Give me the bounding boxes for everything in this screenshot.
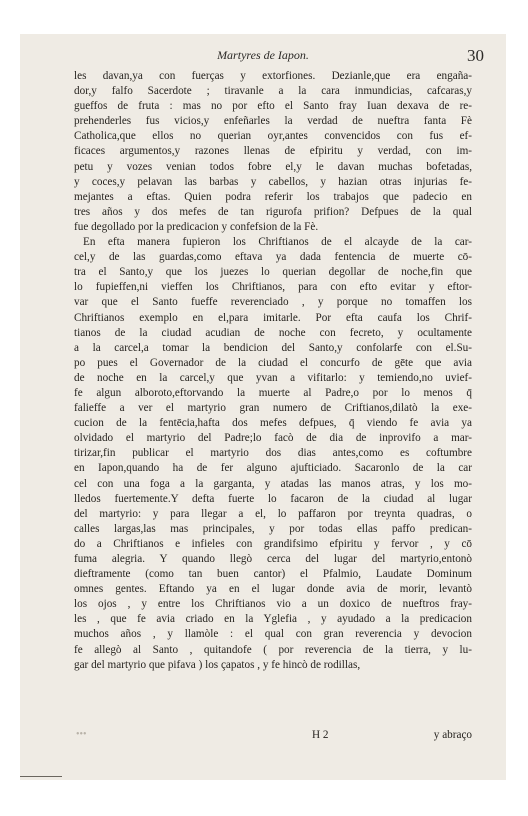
text-line: les davan,ya con fuerças y extorfiones. Dezianle,que era engaña- — [74, 70, 472, 82]
running-title: Martyres de Iapon. — [217, 48, 309, 62]
text-line: calles largas,las mas principales, y por todas ellas paffo predican- — [74, 522, 472, 535]
text-line: tianos de la ciudad acudian de noche con fecreto, y ocultamente — [74, 326, 472, 339]
text-line: de noche en la carcel,y que yvan a vifitarlo: y temiendo,no uvief- — [74, 371, 472, 384]
text-line: ficaces argumentos,y razones llenas de efpiritu y verdad, con im- — [74, 145, 472, 158]
page-number: 30 — [467, 46, 484, 65]
text-line: tirizar,fin publicar el martyrio dos dias antes,como es coftumbre — [74, 447, 472, 460]
text-line: del martyrio: y para llegar a el, lo paffaron por treynta quadras, o — [74, 507, 472, 520]
text-line: mejantes a eftas. Quien podra referir los trabajos que padecio en — [74, 190, 472, 203]
text-line: fe algun alboroto,eftorvando la muerte al Padre,o por lo menos q̄ — [74, 386, 472, 399]
text-line: petu y vozes venian todos fobre el,y le davan muchas bofetadas, — [74, 160, 472, 173]
page-header — [20, 48, 506, 68]
text-line: les , que fe avia criado en la Yglefia , y ayudado a la predicacion — [74, 613, 472, 626]
text-line: muchos años , y llamòle : el qual con gran reverencia y devocion — [74, 628, 472, 641]
text-line: Chriftianos exemplo en el,para imitarle. Por efta caufa los Chrif- — [74, 311, 472, 324]
text-line: fue degollado por la predicacion y confefsion de la Fè. — [74, 220, 319, 233]
text-line: prehenderles fus vicios,y enfeñarles la verdad de nueftra fanta Fè — [74, 115, 472, 128]
text-line: lledos fuertemente.Y defta fuerte lo facaron de la ciudad al lugar — [74, 492, 472, 505]
text-line: omnes gentes. Eftando ya en el lugar donde avia de morir, levantò — [74, 583, 472, 596]
text-line: tres años y dos mefes de tan rigurofa prifion? Defpues de la qual — [74, 205, 472, 218]
text-line: cucion de la fentēcia,hafta dos mefes defpues, q̄ viendo fe avia ya — [74, 417, 472, 430]
scan-edge-line — [20, 776, 62, 777]
paragraph — [74, 235, 472, 673]
text-line: Catholica,que ellos no querian oyr,antes convencidos con fus ef- — [74, 130, 472, 143]
book-page — [20, 34, 506, 780]
text-line: los ojos , y entre los Chriftianos vio a un doxico de nueftros fray- — [74, 598, 472, 611]
text-line: olvidado el martyrio del Padre;lo facò de dia de inprovifo a mar- — [74, 432, 472, 445]
text-line: var que el Santo fueffe reverenciado , y porque no tomaffen los — [74, 296, 472, 309]
faded-stamp-mark: ••• — [76, 729, 87, 740]
body-text — [74, 69, 472, 673]
text-line: tra el Santo,y que los juezes lo querian degollar de noche,fin que — [74, 266, 472, 279]
text-line: falieffe a ver el martyrio gran numero de Criftianos,dilatò la exe- — [74, 402, 472, 415]
text-line: fe allegò al Santo , quitandofe ( por reverencia de la tierra, y lu- — [74, 643, 472, 656]
text-line: en Iapon,quando ha de fer alguno ajufticiado. Sacaronlo de la car — [74, 462, 472, 475]
text-line: a la carcel,a tomar la bendicion del Santo,y confolarfe con el.Su- — [74, 341, 472, 354]
text-line: cel con una foga a la garganta, y atadas las manos atras, y los mo- — [74, 477, 472, 490]
text-line: gueffos de fruta : mas no por efto el Santo fray Iuan dexava de re- — [74, 100, 472, 113]
text-line: cel,y de las guardas,como eftava ya dada fentencia de muerte cō- — [74, 251, 472, 264]
paragraph — [74, 69, 472, 235]
signature-mark: H 2 — [312, 729, 329, 741]
text-line: y coces,y pelavan las barbas y cabellos, y hazian otras injurias fe- — [74, 175, 472, 188]
text-line: fuma alegria. Y quando llegò cerca del lugar del martyrio,entonò — [74, 553, 472, 565]
text-line: dieftramente (como tan buen cantor) el Pfalmio, Laudate Dominum — [74, 568, 472, 581]
text-line: En efta manera fupieron los Chriftianos de el alcayde de la car- — [83, 236, 472, 249]
text-line: po pues el Governador de la ciudad el concurfo de gēte que avia — [74, 356, 472, 369]
text-line: dor,y falfo Sacerdote ; tiravanle a la cara inmundicias, cafcaras,y — [74, 85, 472, 98]
text-line: lo fupieffen,ni vieffen los Chriftianos, para con efto evitar y eftor- — [74, 281, 472, 294]
catchword: y abraço — [433, 729, 472, 741]
page-footer — [74, 729, 472, 747]
text-line: do a Chriftianos e infieles con grandifsimo efpiritu y fervor , y cō — [74, 537, 472, 550]
text-line: gar del martyrio que pifava ) los çapatos , y fe hincò de rodillas, — [74, 658, 361, 671]
